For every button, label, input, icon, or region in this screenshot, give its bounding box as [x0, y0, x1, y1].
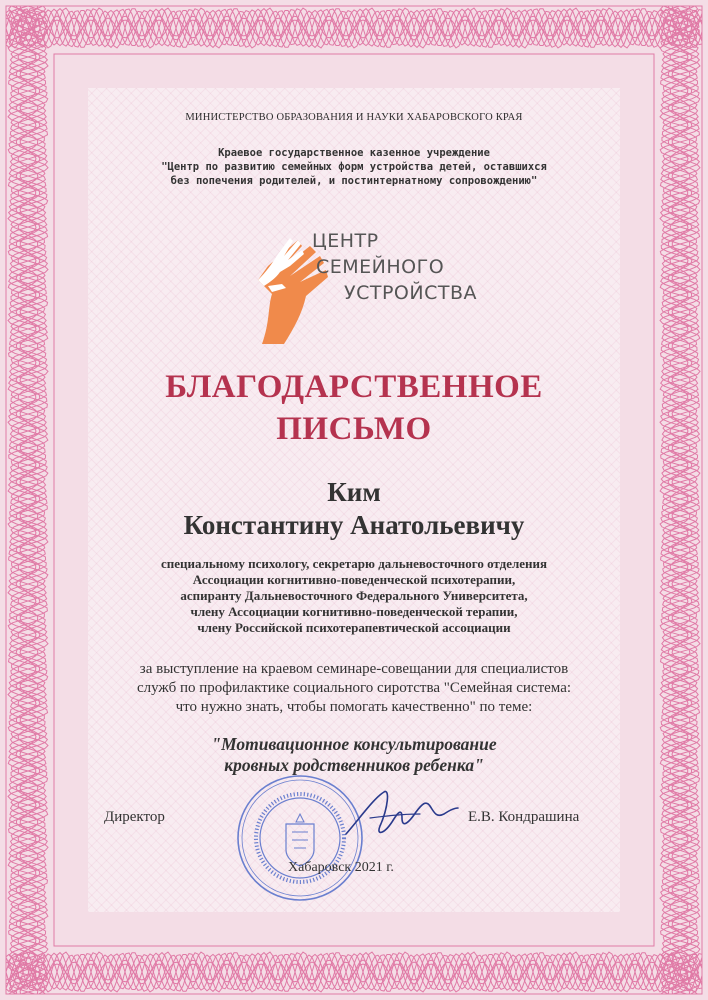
- logo-line: ЦЕНТР: [312, 230, 379, 252]
- signature-icon: [340, 778, 460, 848]
- role-line: члену Ассоциации когнитивно-поведенческой терапии,: [190, 604, 518, 619]
- recipient-name: [0, 476, 708, 542]
- topic-line: кровных родственников ребенка": [224, 755, 484, 775]
- recipient-surname: Ким: [327, 477, 381, 507]
- city-year: Хабаровск 2021 г.: [288, 860, 394, 875]
- reason-line: служб по профилактике социального сиротства "Семейная система:: [136, 680, 572, 696]
- logo-line: УСТРОЙСТВА: [344, 282, 477, 304]
- ministry-heading: МИНИСТЕРСТВО ОБРАЗОВАНИЯ И НАУКИ ХАБАРОВСКОГО КРАЯ: [185, 112, 523, 123]
- position-label: Директор: [104, 809, 165, 825]
- document-title: [0, 366, 708, 450]
- role-line: специальному психологу, секретарю дальневосточного отделения: [160, 556, 548, 571]
- institution-line: Краевое государственное казенное учреждение: [218, 147, 490, 159]
- title-line: ПИСЬМО: [276, 411, 432, 447]
- award-reason: [0, 660, 708, 717]
- role-line: члену Российской психотерапевтической ассоциации: [197, 620, 511, 635]
- institution-line: "Центр по развитию семейных форм устройства детей, оставшихся: [161, 161, 547, 173]
- logo-text: [312, 228, 477, 306]
- title-line: БЛАГОДАРСТВЕННОЕ: [165, 369, 543, 405]
- talk-topic: [0, 734, 708, 776]
- recipient-given-name: Константину Анатольевичу: [183, 510, 525, 540]
- recipient-roles: [0, 556, 708, 636]
- reason-line: за выступление на краевом семинаре-совещании для специалистов: [139, 661, 569, 677]
- institution-line: без попечения родителей, и постинтернатному сопровождению": [170, 175, 538, 187]
- logo-line: СЕМЕЙНОГО: [316, 256, 445, 278]
- role-line: Ассоциации когнитивно-поведенческой психотерапии,: [192, 572, 516, 587]
- topic-line: "Мотивационное консультирование: [211, 734, 497, 754]
- institution-name: [0, 146, 708, 188]
- reason-line: что нужно знать, чтобы помогать качественно" по теме:: [175, 699, 533, 715]
- signer-name: Е.В. Кондрашина: [468, 809, 580, 825]
- role-line: аспиранту Дальневосточного Федерального Университета,: [180, 588, 528, 603]
